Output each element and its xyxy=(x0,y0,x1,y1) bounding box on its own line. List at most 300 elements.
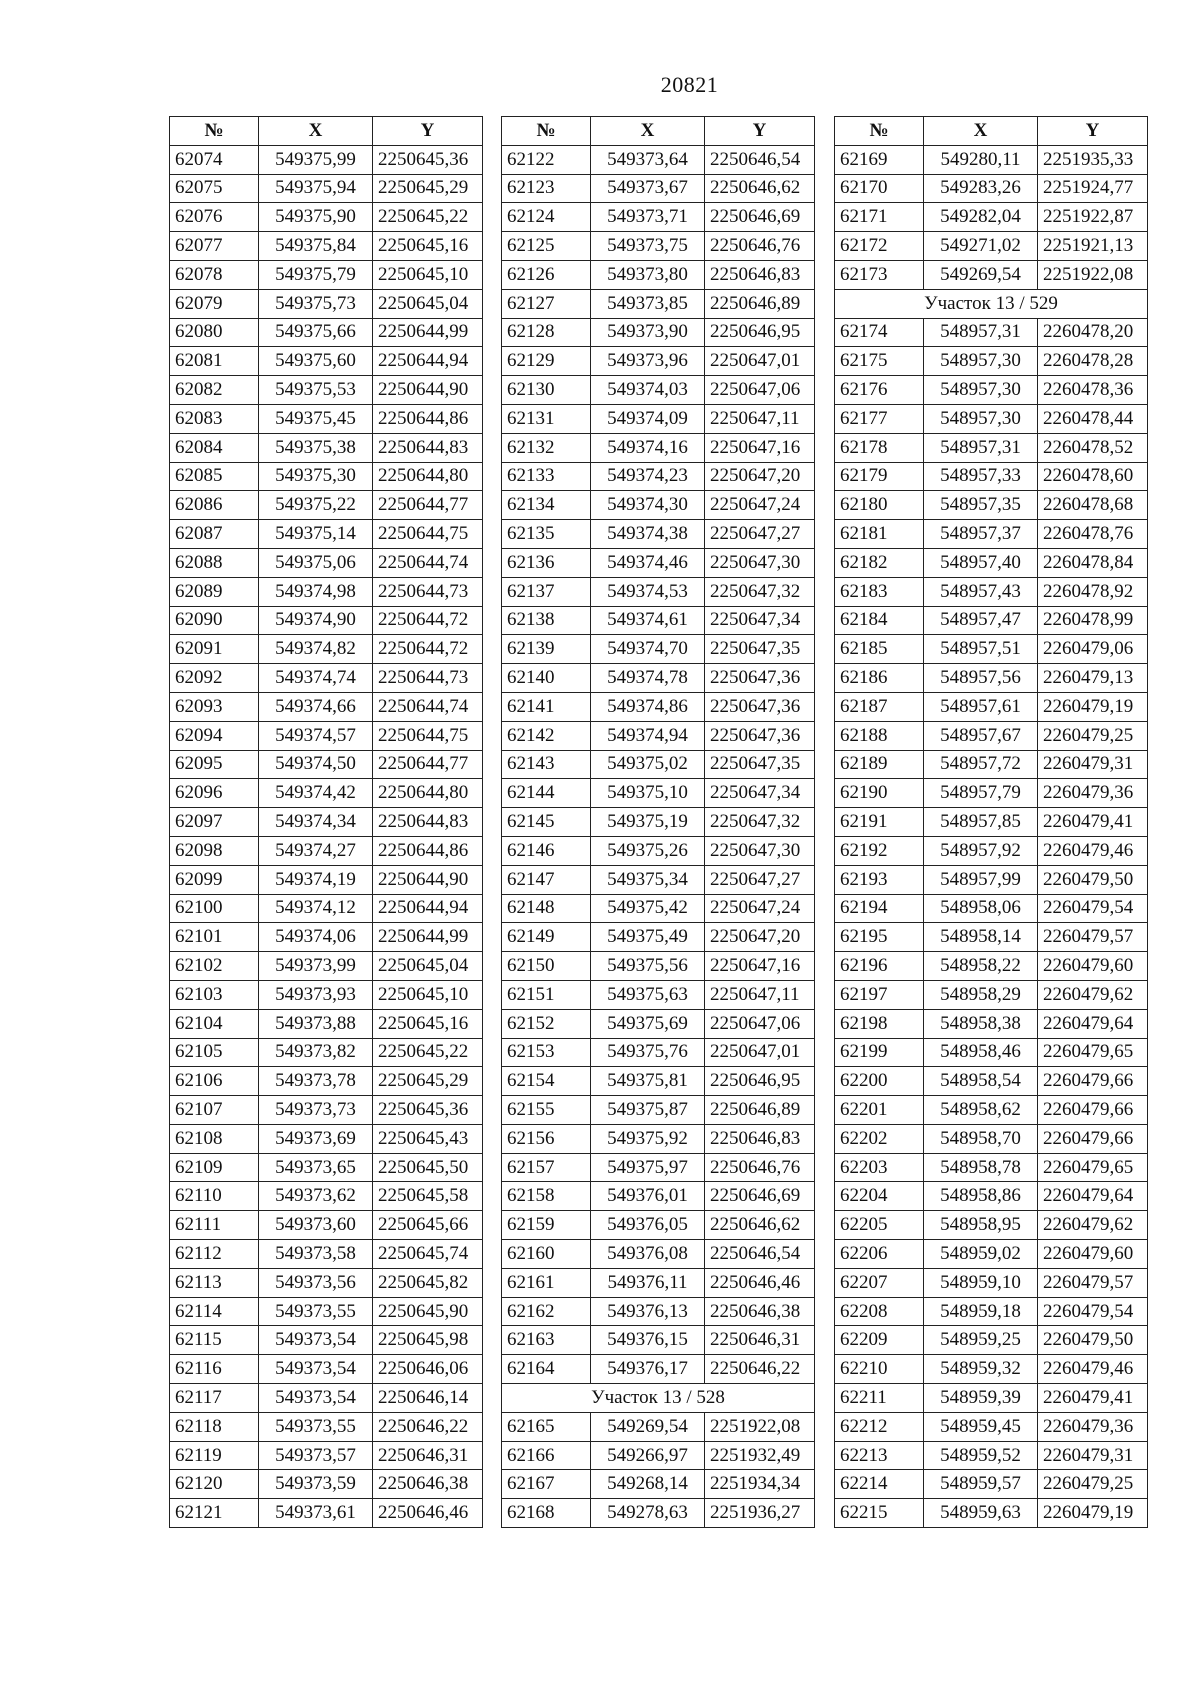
point-number-cell: 62125 xyxy=(502,232,591,261)
x-coordinate-cell: 549376,11 xyxy=(591,1268,705,1297)
x-coordinate-cell: 548959,10 xyxy=(924,1268,1038,1297)
y-coordinate-cell: 2260479,66 xyxy=(1038,1096,1148,1125)
point-number-cell: 62144 xyxy=(502,779,591,808)
table-row xyxy=(170,635,483,664)
point-number-cell: 62160 xyxy=(502,1240,591,1269)
point-number-cell: 62114 xyxy=(170,1297,259,1326)
table-row xyxy=(170,894,483,923)
point-number-cell: 62163 xyxy=(502,1326,591,1355)
table-row xyxy=(502,808,815,837)
y-coordinate-cell: 2260478,20 xyxy=(1038,318,1148,347)
point-number-cell: 62128 xyxy=(502,318,591,347)
header-number: № xyxy=(835,117,924,146)
y-coordinate-cell: 2250646,76 xyxy=(705,232,815,261)
y-coordinate-cell: 2260478,52 xyxy=(1038,433,1148,462)
table-row xyxy=(502,894,815,923)
x-coordinate-cell: 549375,76 xyxy=(591,1038,705,1067)
point-number-cell: 62108 xyxy=(170,1124,259,1153)
point-number-cell: 62146 xyxy=(502,836,591,865)
point-number-cell: 62199 xyxy=(835,1038,924,1067)
point-number-cell: 62198 xyxy=(835,1009,924,1038)
point-number-cell: 62203 xyxy=(835,1153,924,1182)
y-coordinate-cell: 2250647,34 xyxy=(705,606,815,635)
table-header-row xyxy=(502,117,815,146)
y-coordinate-cell: 2250646,31 xyxy=(705,1326,815,1355)
section-label: Участок 13 / 529 xyxy=(835,289,1148,318)
x-coordinate-cell: 549374,82 xyxy=(259,635,373,664)
x-coordinate-cell: 549373,58 xyxy=(259,1240,373,1269)
y-coordinate-cell: 2250645,50 xyxy=(373,1153,483,1182)
x-coordinate-cell: 549373,61 xyxy=(259,1499,373,1528)
x-coordinate-cell: 548957,56 xyxy=(924,664,1038,693)
header-x: X xyxy=(924,117,1038,146)
table-row xyxy=(502,548,815,577)
table-row xyxy=(502,635,815,664)
point-number-cell: 62079 xyxy=(170,289,259,318)
y-coordinate-cell: 2260479,41 xyxy=(1038,1384,1148,1413)
y-coordinate-cell: 2250646,38 xyxy=(373,1470,483,1499)
x-coordinate-cell: 548957,72 xyxy=(924,750,1038,779)
table-row xyxy=(835,606,1148,635)
y-coordinate-cell: 2250645,04 xyxy=(373,289,483,318)
table-row xyxy=(170,260,483,289)
x-coordinate-cell: 549375,38 xyxy=(259,433,373,462)
y-coordinate-cell: 2260479,60 xyxy=(1038,952,1148,981)
y-coordinate-cell: 2250647,24 xyxy=(705,491,815,520)
x-coordinate-cell: 549374,34 xyxy=(259,808,373,837)
y-coordinate-cell: 2250647,35 xyxy=(705,635,815,664)
x-coordinate-cell: 549375,42 xyxy=(591,894,705,923)
point-number-cell: 62151 xyxy=(502,980,591,1009)
y-coordinate-cell: 2250646,14 xyxy=(373,1384,483,1413)
y-coordinate-cell: 2250645,16 xyxy=(373,1009,483,1038)
table-row xyxy=(170,289,483,318)
y-coordinate-cell: 2260479,62 xyxy=(1038,980,1148,1009)
point-number-cell: 62169 xyxy=(835,145,924,174)
y-coordinate-cell: 2251921,13 xyxy=(1038,232,1148,261)
point-number-cell: 62208 xyxy=(835,1297,924,1326)
y-coordinate-cell: 2250646,83 xyxy=(705,260,815,289)
x-coordinate-cell: 548958,06 xyxy=(924,894,1038,923)
point-number-cell: 62143 xyxy=(502,750,591,779)
table-row xyxy=(170,1326,483,1355)
y-coordinate-cell: 2250644,72 xyxy=(373,635,483,664)
x-coordinate-cell: 549373,59 xyxy=(259,1470,373,1499)
x-coordinate-cell: 549375,73 xyxy=(259,289,373,318)
y-coordinate-cell: 2260479,54 xyxy=(1038,1297,1148,1326)
y-coordinate-cell: 2250646,46 xyxy=(373,1499,483,1528)
table-row xyxy=(835,1412,1148,1441)
y-coordinate-cell: 2250646,95 xyxy=(705,318,815,347)
table-body xyxy=(835,145,1148,1527)
y-coordinate-cell: 2250647,27 xyxy=(705,520,815,549)
point-number-cell: 62148 xyxy=(502,894,591,923)
point-number-cell: 62085 xyxy=(170,462,259,491)
y-coordinate-cell: 2250644,75 xyxy=(373,520,483,549)
point-number-cell: 62141 xyxy=(502,692,591,721)
point-number-cell: 62076 xyxy=(170,203,259,232)
x-coordinate-cell: 549283,26 xyxy=(924,174,1038,203)
y-coordinate-cell: 2250645,22 xyxy=(373,203,483,232)
y-coordinate-cell: 2250647,27 xyxy=(705,865,815,894)
y-coordinate-cell: 2250645,10 xyxy=(373,980,483,1009)
point-number-cell: 62126 xyxy=(502,260,591,289)
point-number-cell: 62091 xyxy=(170,635,259,664)
x-coordinate-cell: 549374,12 xyxy=(259,894,373,923)
point-number-cell: 62186 xyxy=(835,664,924,693)
point-number-cell: 62192 xyxy=(835,836,924,865)
x-coordinate-cell: 548957,31 xyxy=(924,318,1038,347)
section-label: Участок 13 / 528 xyxy=(502,1384,815,1413)
y-coordinate-cell: 2260478,92 xyxy=(1038,577,1148,606)
x-coordinate-cell: 549375,79 xyxy=(259,260,373,289)
y-coordinate-cell: 2250647,11 xyxy=(705,404,815,433)
y-coordinate-cell: 2250646,22 xyxy=(705,1355,815,1384)
y-coordinate-cell: 2260479,64 xyxy=(1038,1009,1148,1038)
point-number-cell: 62107 xyxy=(170,1096,259,1125)
table-row xyxy=(170,1268,483,1297)
x-coordinate-cell: 548957,30 xyxy=(924,376,1038,405)
x-coordinate-cell: 548958,14 xyxy=(924,923,1038,952)
point-number-cell: 62194 xyxy=(835,894,924,923)
table-row xyxy=(170,606,483,635)
x-coordinate-cell: 549271,02 xyxy=(924,232,1038,261)
table-row xyxy=(170,174,483,203)
y-coordinate-cell: 2250644,80 xyxy=(373,779,483,808)
x-coordinate-cell: 549374,06 xyxy=(259,923,373,952)
point-number-cell: 62167 xyxy=(502,1470,591,1499)
y-coordinate-cell: 2260479,25 xyxy=(1038,721,1148,750)
table-row xyxy=(502,1326,815,1355)
y-coordinate-cell: 2260479,62 xyxy=(1038,1211,1148,1240)
header-x: X xyxy=(591,117,705,146)
y-coordinate-cell: 2260478,60 xyxy=(1038,462,1148,491)
x-coordinate-cell: 549373,56 xyxy=(259,1268,373,1297)
table-row xyxy=(170,1124,483,1153)
x-coordinate-cell: 548957,30 xyxy=(924,404,1038,433)
y-coordinate-cell: 2250644,75 xyxy=(373,721,483,750)
x-coordinate-cell: 549375,53 xyxy=(259,376,373,405)
table-row xyxy=(835,635,1148,664)
y-coordinate-cell: 2260479,65 xyxy=(1038,1153,1148,1182)
point-number-cell: 62100 xyxy=(170,894,259,923)
table-row xyxy=(502,462,815,491)
page-number: 20821 xyxy=(660,72,719,97)
point-number-cell: 62104 xyxy=(170,1009,259,1038)
point-number-cell: 62177 xyxy=(835,404,924,433)
table-row xyxy=(835,692,1148,721)
y-coordinate-cell: 2250645,10 xyxy=(373,260,483,289)
point-number-cell: 62145 xyxy=(502,808,591,837)
x-coordinate-cell: 549375,66 xyxy=(259,318,373,347)
x-coordinate-cell: 549373,54 xyxy=(259,1355,373,1384)
y-coordinate-cell: 2250647,36 xyxy=(705,721,815,750)
x-coordinate-cell: 549376,08 xyxy=(591,1240,705,1269)
point-number-cell: 62202 xyxy=(835,1124,924,1153)
table-row xyxy=(502,404,815,433)
y-coordinate-cell: 2250645,36 xyxy=(373,145,483,174)
point-number-cell: 62139 xyxy=(502,635,591,664)
table-header-row xyxy=(835,117,1148,146)
point-number-cell: 62077 xyxy=(170,232,259,261)
y-coordinate-cell: 2250645,82 xyxy=(373,1268,483,1297)
table-row xyxy=(835,577,1148,606)
point-number-cell: 62184 xyxy=(835,606,924,635)
y-coordinate-cell: 2250646,76 xyxy=(705,1153,815,1182)
table-row xyxy=(835,462,1148,491)
point-number-cell: 62084 xyxy=(170,433,259,462)
point-number-cell: 62190 xyxy=(835,779,924,808)
y-coordinate-cell: 2250644,83 xyxy=(373,808,483,837)
y-coordinate-cell: 2260479,19 xyxy=(1038,1499,1148,1528)
x-coordinate-cell: 549373,60 xyxy=(259,1211,373,1240)
table-row xyxy=(835,1067,1148,1096)
table-row xyxy=(170,1182,483,1211)
point-number-cell: 62090 xyxy=(170,606,259,635)
table-row xyxy=(835,1124,1148,1153)
table-row xyxy=(170,404,483,433)
point-number-cell: 62187 xyxy=(835,692,924,721)
table-row xyxy=(170,808,483,837)
table-row xyxy=(170,491,483,520)
table-row xyxy=(170,1211,483,1240)
y-coordinate-cell: 2260478,84 xyxy=(1038,548,1148,577)
y-coordinate-cell: 2250645,36 xyxy=(373,1096,483,1125)
table-header-row xyxy=(170,117,483,146)
x-coordinate-cell: 548958,62 xyxy=(924,1096,1038,1125)
point-number-cell: 62180 xyxy=(835,491,924,520)
x-coordinate-cell: 548959,57 xyxy=(924,1470,1038,1499)
table-row xyxy=(170,1412,483,1441)
table-row xyxy=(170,952,483,981)
x-coordinate-cell: 549375,97 xyxy=(591,1153,705,1182)
table-row xyxy=(502,1211,815,1240)
y-coordinate-cell: 2250644,90 xyxy=(373,865,483,894)
point-number-cell: 62174 xyxy=(835,318,924,347)
point-number-cell: 62210 xyxy=(835,1355,924,1384)
y-coordinate-cell: 2250645,22 xyxy=(373,1038,483,1067)
x-coordinate-cell: 548957,31 xyxy=(924,433,1038,462)
y-coordinate-cell: 2250645,29 xyxy=(373,174,483,203)
point-number-cell: 62182 xyxy=(835,548,924,577)
point-number-cell: 62098 xyxy=(170,836,259,865)
x-coordinate-cell: 549373,78 xyxy=(259,1067,373,1096)
table-row xyxy=(502,606,815,635)
x-coordinate-cell: 549374,66 xyxy=(259,692,373,721)
x-coordinate-cell: 548957,99 xyxy=(924,865,1038,894)
table-row xyxy=(502,520,815,549)
y-coordinate-cell: 2250646,38 xyxy=(705,1297,815,1326)
point-number-cell: 62165 xyxy=(502,1412,591,1441)
point-number-cell: 62196 xyxy=(835,952,924,981)
point-number-cell: 62075 xyxy=(170,174,259,203)
x-coordinate-cell: 549375,45 xyxy=(259,404,373,433)
x-coordinate-cell: 548958,70 xyxy=(924,1124,1038,1153)
table-row xyxy=(170,1153,483,1182)
y-coordinate-cell: 2260479,64 xyxy=(1038,1182,1148,1211)
y-coordinate-cell: 2250645,66 xyxy=(373,1211,483,1240)
x-coordinate-cell: 549376,13 xyxy=(591,1297,705,1326)
table-row xyxy=(502,1470,815,1499)
x-coordinate-cell: 548957,37 xyxy=(924,520,1038,549)
y-coordinate-cell: 2250645,43 xyxy=(373,1124,483,1153)
x-coordinate-cell: 549374,16 xyxy=(591,433,705,462)
table-row xyxy=(502,1268,815,1297)
table-row xyxy=(835,1384,1148,1413)
point-number-cell: 62123 xyxy=(502,174,591,203)
x-coordinate-cell: 549376,15 xyxy=(591,1326,705,1355)
table-row xyxy=(835,952,1148,981)
y-coordinate-cell: 2250644,94 xyxy=(373,894,483,923)
point-number-cell: 62193 xyxy=(835,865,924,894)
point-number-cell: 62121 xyxy=(170,1499,259,1528)
x-coordinate-cell: 549373,93 xyxy=(259,980,373,1009)
x-coordinate-cell: 548958,54 xyxy=(924,1067,1038,1096)
x-coordinate-cell: 549373,73 xyxy=(259,1096,373,1125)
table-row xyxy=(835,1153,1148,1182)
x-coordinate-cell: 548958,95 xyxy=(924,1211,1038,1240)
y-coordinate-cell: 2260478,68 xyxy=(1038,491,1148,520)
table-row xyxy=(170,750,483,779)
x-coordinate-cell: 549375,69 xyxy=(591,1009,705,1038)
point-number-cell: 62200 xyxy=(835,1067,924,1096)
table-row xyxy=(835,1211,1148,1240)
table-row xyxy=(502,433,815,462)
y-coordinate-cell: 2250647,34 xyxy=(705,779,815,808)
table-row xyxy=(835,1297,1148,1326)
y-coordinate-cell: 2260479,57 xyxy=(1038,923,1148,952)
x-coordinate-cell: 548957,51 xyxy=(924,635,1038,664)
table-row xyxy=(502,952,815,981)
table-row xyxy=(502,1182,815,1211)
table-row xyxy=(502,1124,815,1153)
x-coordinate-cell: 548958,46 xyxy=(924,1038,1038,1067)
y-coordinate-cell: 2251935,33 xyxy=(1038,145,1148,174)
x-coordinate-cell: 549375,60 xyxy=(259,347,373,376)
table-row xyxy=(170,836,483,865)
x-coordinate-cell: 549375,34 xyxy=(591,865,705,894)
point-number-cell: 62157 xyxy=(502,1153,591,1182)
y-coordinate-cell: 2250646,06 xyxy=(373,1355,483,1384)
table-row xyxy=(835,548,1148,577)
x-coordinate-cell: 548959,52 xyxy=(924,1441,1038,1470)
y-coordinate-cell: 2260479,50 xyxy=(1038,1326,1148,1355)
x-coordinate-cell: 549375,84 xyxy=(259,232,373,261)
point-number-cell: 62166 xyxy=(502,1441,591,1470)
x-coordinate-cell: 549375,30 xyxy=(259,462,373,491)
x-coordinate-cell: 549374,74 xyxy=(259,664,373,693)
table-row xyxy=(835,1038,1148,1067)
y-coordinate-cell: 2250646,46 xyxy=(705,1268,815,1297)
table-row xyxy=(502,980,815,1009)
table-row xyxy=(835,1268,1148,1297)
x-coordinate-cell: 549373,67 xyxy=(591,174,705,203)
table-row xyxy=(502,145,815,174)
point-number-cell: 62102 xyxy=(170,952,259,981)
point-number-cell: 62215 xyxy=(835,1499,924,1528)
table-row xyxy=(170,779,483,808)
point-number-cell: 62105 xyxy=(170,1038,259,1067)
y-coordinate-cell: 2250644,77 xyxy=(373,491,483,520)
table-row xyxy=(502,721,815,750)
point-number-cell: 62101 xyxy=(170,923,259,952)
table-row xyxy=(502,203,815,232)
header-y: Y xyxy=(1038,117,1148,146)
point-number-cell: 62097 xyxy=(170,808,259,837)
x-coordinate-cell: 549375,56 xyxy=(591,952,705,981)
point-number-cell: 62074 xyxy=(170,145,259,174)
y-coordinate-cell: 2250647,35 xyxy=(705,750,815,779)
x-coordinate-cell: 548957,33 xyxy=(924,462,1038,491)
x-coordinate-cell: 549373,55 xyxy=(259,1297,373,1326)
y-coordinate-cell: 2250646,54 xyxy=(705,1240,815,1269)
x-coordinate-cell: 549374,61 xyxy=(591,606,705,635)
x-coordinate-cell: 548958,22 xyxy=(924,952,1038,981)
x-coordinate-cell: 549373,69 xyxy=(259,1124,373,1153)
y-coordinate-cell: 2250644,94 xyxy=(373,347,483,376)
y-coordinate-cell: 2250647,30 xyxy=(705,836,815,865)
table-row xyxy=(170,520,483,549)
point-number-cell: 62111 xyxy=(170,1211,259,1240)
table-row xyxy=(835,1326,1148,1355)
table-row xyxy=(170,1038,483,1067)
y-coordinate-cell: 2250644,99 xyxy=(373,923,483,952)
y-coordinate-cell: 2260479,65 xyxy=(1038,1038,1148,1067)
y-coordinate-cell: 2260478,36 xyxy=(1038,376,1148,405)
table-row xyxy=(835,376,1148,405)
table-row xyxy=(170,1355,483,1384)
x-coordinate-cell: 549374,53 xyxy=(591,577,705,606)
x-coordinate-cell: 549373,54 xyxy=(259,1384,373,1413)
point-number-cell: 62185 xyxy=(835,635,924,664)
y-coordinate-cell: 2260479,54 xyxy=(1038,894,1148,923)
point-number-cell: 62122 xyxy=(502,145,591,174)
x-coordinate-cell: 548957,43 xyxy=(924,577,1038,606)
y-coordinate-cell: 2250644,72 xyxy=(373,606,483,635)
y-coordinate-cell: 2250644,74 xyxy=(373,692,483,721)
table-row xyxy=(502,1153,815,1182)
table-row xyxy=(502,1067,815,1096)
point-number-cell: 62161 xyxy=(502,1268,591,1297)
y-coordinate-cell: 2251922,08 xyxy=(1038,260,1148,289)
table-row xyxy=(835,232,1148,261)
x-coordinate-cell: 549375,99 xyxy=(259,145,373,174)
point-number-cell: 62170 xyxy=(835,174,924,203)
x-coordinate-cell: 548958,29 xyxy=(924,980,1038,1009)
y-coordinate-cell: 2250644,77 xyxy=(373,750,483,779)
table-row xyxy=(502,923,815,952)
coordinates-table-2 xyxy=(501,116,815,1528)
x-coordinate-cell: 549278,63 xyxy=(591,1499,705,1528)
point-number-cell: 62201 xyxy=(835,1096,924,1125)
x-coordinate-cell: 548957,35 xyxy=(924,491,1038,520)
point-number-cell: 62135 xyxy=(502,520,591,549)
coordinates-table-1 xyxy=(169,116,483,1528)
x-coordinate-cell: 548959,32 xyxy=(924,1355,1038,1384)
point-number-cell: 62211 xyxy=(835,1384,924,1413)
point-number-cell: 62109 xyxy=(170,1153,259,1182)
table-row xyxy=(835,865,1148,894)
y-coordinate-cell: 2250647,20 xyxy=(705,923,815,952)
table-row xyxy=(502,1297,815,1326)
table-row xyxy=(835,318,1148,347)
y-coordinate-cell: 2251934,34 xyxy=(705,1470,815,1499)
x-coordinate-cell: 548957,40 xyxy=(924,548,1038,577)
x-coordinate-cell: 549375,02 xyxy=(591,750,705,779)
point-number-cell: 62124 xyxy=(502,203,591,232)
table-row xyxy=(502,260,815,289)
y-coordinate-cell: 2250647,11 xyxy=(705,980,815,1009)
